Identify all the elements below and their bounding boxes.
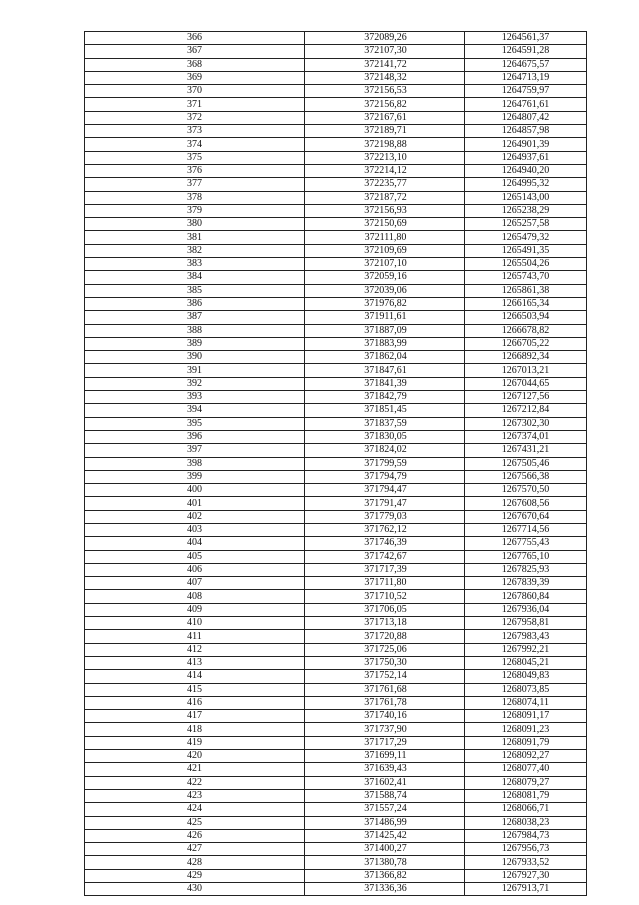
x-coordinate-cell: 372107,30 <box>305 45 465 58</box>
table-row <box>85 869 587 882</box>
x-coordinate-cell: 371752,14 <box>305 670 465 683</box>
table-row <box>85 284 587 297</box>
point-number-cell: 401 <box>85 497 305 510</box>
point-number-cell: 394 <box>85 404 305 417</box>
table-row <box>85 829 587 842</box>
table-row <box>85 191 587 204</box>
y-coordinate-cell: 1268079,27 <box>465 776 587 789</box>
point-number-cell: 371 <box>85 98 305 111</box>
y-coordinate-cell: 1267933,52 <box>465 856 587 869</box>
x-coordinate-cell: 372156,82 <box>305 98 465 111</box>
point-number-cell: 414 <box>85 670 305 683</box>
point-number-cell: 396 <box>85 430 305 443</box>
y-coordinate-cell: 1264591,28 <box>465 45 587 58</box>
point-number-cell: 424 <box>85 803 305 816</box>
point-number-cell: 382 <box>85 244 305 257</box>
table-row <box>85 32 587 45</box>
x-coordinate-cell: 372235,77 <box>305 178 465 191</box>
table-row <box>85 151 587 164</box>
table-row <box>85 577 587 590</box>
y-coordinate-cell: 1265491,35 <box>465 244 587 257</box>
point-number-cell: 393 <box>85 391 305 404</box>
y-coordinate-cell: 1267913,71 <box>465 883 587 896</box>
x-coordinate-cell: 371710,52 <box>305 590 465 603</box>
table-row <box>85 324 587 337</box>
point-number-cell: 421 <box>85 763 305 776</box>
x-coordinate-cell: 371737,90 <box>305 723 465 736</box>
y-coordinate-cell: 1264807,42 <box>465 111 587 124</box>
x-coordinate-cell: 372039,06 <box>305 284 465 297</box>
point-number-cell: 410 <box>85 617 305 630</box>
x-coordinate-cell: 371588,74 <box>305 789 465 802</box>
x-coordinate-cell: 371699,11 <box>305 750 465 763</box>
table-row <box>85 98 587 111</box>
table-row <box>85 750 587 763</box>
y-coordinate-cell: 1268074,11 <box>465 696 587 709</box>
point-number-cell: 404 <box>85 537 305 550</box>
x-coordinate-cell: 372156,93 <box>305 204 465 217</box>
y-coordinate-cell: 1267013,21 <box>465 364 587 377</box>
table-row <box>85 111 587 124</box>
table-row <box>85 444 587 457</box>
table-row <box>85 696 587 709</box>
table-row <box>85 258 587 271</box>
y-coordinate-cell: 1267936,04 <box>465 603 587 616</box>
point-number-cell: 379 <box>85 204 305 217</box>
point-number-cell: 402 <box>85 510 305 523</box>
table-row <box>85 45 587 58</box>
y-coordinate-cell: 1265743,70 <box>465 271 587 284</box>
point-number-cell: 406 <box>85 563 305 576</box>
point-number-cell: 367 <box>85 45 305 58</box>
y-coordinate-cell: 1267714,56 <box>465 523 587 536</box>
point-number-cell: 412 <box>85 643 305 656</box>
x-coordinate-cell: 371794,79 <box>305 470 465 483</box>
x-coordinate-cell: 371366,82 <box>305 869 465 882</box>
x-coordinate-cell: 371837,59 <box>305 417 465 430</box>
y-coordinate-cell: 1267374,01 <box>465 430 587 443</box>
point-number-cell: 370 <box>85 85 305 98</box>
x-coordinate-cell: 372187,72 <box>305 191 465 204</box>
x-coordinate-cell: 372107,10 <box>305 258 465 271</box>
x-coordinate-cell: 371779,03 <box>305 510 465 523</box>
point-number-cell: 415 <box>85 683 305 696</box>
table-row <box>85 204 587 217</box>
table-row <box>85 85 587 98</box>
table-row <box>85 590 587 603</box>
x-coordinate-cell: 371976,82 <box>305 297 465 310</box>
y-coordinate-cell: 1268091,23 <box>465 723 587 736</box>
x-coordinate-cell: 371883,99 <box>305 337 465 350</box>
x-coordinate-cell: 371911,61 <box>305 311 465 324</box>
y-coordinate-cell: 1267984,73 <box>465 829 587 842</box>
x-coordinate-cell: 372109,69 <box>305 244 465 257</box>
table-row <box>85 311 587 324</box>
y-coordinate-cell: 1266503,94 <box>465 311 587 324</box>
table-row <box>85 883 587 896</box>
point-number-cell: 381 <box>85 231 305 244</box>
x-coordinate-cell: 371847,61 <box>305 364 465 377</box>
table-row <box>85 776 587 789</box>
y-coordinate-cell: 1267860,84 <box>465 590 587 603</box>
x-coordinate-cell: 372156,53 <box>305 85 465 98</box>
table-row <box>85 71 587 84</box>
point-number-cell: 405 <box>85 550 305 563</box>
point-number-cell: 413 <box>85 656 305 669</box>
table-row <box>85 789 587 802</box>
y-coordinate-cell: 1265861,38 <box>465 284 587 297</box>
x-coordinate-cell: 371824,02 <box>305 444 465 457</box>
x-coordinate-cell: 371746,39 <box>305 537 465 550</box>
x-coordinate-cell: 371750,30 <box>305 656 465 669</box>
point-number-cell: 409 <box>85 603 305 616</box>
x-coordinate-cell: 371711,80 <box>305 577 465 590</box>
y-coordinate-cell: 1267755,43 <box>465 537 587 550</box>
table-row <box>85 670 587 683</box>
point-number-cell: 399 <box>85 470 305 483</box>
point-number-cell: 428 <box>85 856 305 869</box>
y-coordinate-cell: 1267431,21 <box>465 444 587 457</box>
table-row <box>85 271 587 284</box>
table-row <box>85 843 587 856</box>
y-coordinate-cell: 1267505,46 <box>465 457 587 470</box>
point-number-cell: 388 <box>85 324 305 337</box>
y-coordinate-cell: 1268049,83 <box>465 670 587 683</box>
point-number-cell: 366 <box>85 32 305 45</box>
x-coordinate-cell: 372111,80 <box>305 231 465 244</box>
coordinate-document <box>84 31 586 896</box>
x-coordinate-cell: 371720,88 <box>305 630 465 643</box>
table-row <box>85 603 587 616</box>
point-number-cell: 377 <box>85 178 305 191</box>
y-coordinate-cell: 1267927,30 <box>465 869 587 882</box>
point-number-cell: 390 <box>85 351 305 364</box>
point-number-cell: 416 <box>85 696 305 709</box>
x-coordinate-cell: 371851,45 <box>305 404 465 417</box>
x-coordinate-cell: 371425,42 <box>305 829 465 842</box>
y-coordinate-cell: 1268092,27 <box>465 750 587 763</box>
x-coordinate-cell: 371742,67 <box>305 550 465 563</box>
y-coordinate-cell: 1267839,39 <box>465 577 587 590</box>
table-row <box>85 736 587 749</box>
table-row <box>85 470 587 483</box>
x-coordinate-cell: 371761,68 <box>305 683 465 696</box>
x-coordinate-cell: 371725,06 <box>305 643 465 656</box>
point-number-cell: 376 <box>85 164 305 177</box>
x-coordinate-cell: 371639,43 <box>305 763 465 776</box>
x-coordinate-cell: 372148,32 <box>305 71 465 84</box>
table-row <box>85 497 587 510</box>
table-row <box>85 617 587 630</box>
point-number-cell: 423 <box>85 789 305 802</box>
point-number-cell: 427 <box>85 843 305 856</box>
y-coordinate-cell: 1264561,37 <box>465 32 587 45</box>
y-coordinate-cell: 1267127,56 <box>465 391 587 404</box>
point-number-cell: 395 <box>85 417 305 430</box>
point-number-cell: 420 <box>85 750 305 763</box>
table-row <box>85 404 587 417</box>
x-coordinate-cell: 371336,36 <box>305 883 465 896</box>
point-number-cell: 386 <box>85 297 305 310</box>
y-coordinate-cell: 1268081,79 <box>465 789 587 802</box>
table-row <box>85 537 587 550</box>
point-number-cell: 422 <box>85 776 305 789</box>
x-coordinate-cell: 371830,05 <box>305 430 465 443</box>
point-number-cell: 403 <box>85 523 305 536</box>
point-number-cell: 419 <box>85 736 305 749</box>
table-row <box>85 484 587 497</box>
table-row <box>85 218 587 231</box>
x-coordinate-cell: 371486,99 <box>305 816 465 829</box>
table-row <box>85 125 587 138</box>
point-number-cell: 368 <box>85 58 305 71</box>
point-number-cell: 397 <box>85 444 305 457</box>
y-coordinate-cell: 1267212,84 <box>465 404 587 417</box>
y-coordinate-cell: 1265479,32 <box>465 231 587 244</box>
table-row <box>85 856 587 869</box>
table-row <box>85 723 587 736</box>
point-number-cell: 380 <box>85 218 305 231</box>
x-coordinate-cell: 372213,10 <box>305 151 465 164</box>
y-coordinate-cell: 1267825,93 <box>465 563 587 576</box>
x-coordinate-cell: 371740,16 <box>305 710 465 723</box>
point-number-cell: 372 <box>85 111 305 124</box>
x-coordinate-cell: 371717,39 <box>305 563 465 576</box>
table-row <box>85 563 587 576</box>
x-coordinate-cell: 371717,29 <box>305 736 465 749</box>
point-number-cell: 383 <box>85 258 305 271</box>
table-row <box>85 630 587 643</box>
y-coordinate-cell: 1264995,32 <box>465 178 587 191</box>
y-coordinate-cell: 1264675,57 <box>465 58 587 71</box>
x-coordinate-cell: 372167,61 <box>305 111 465 124</box>
y-coordinate-cell: 1267956,73 <box>465 843 587 856</box>
y-coordinate-cell: 1264761,61 <box>465 98 587 111</box>
table-row <box>85 550 587 563</box>
y-coordinate-cell: 1268091,17 <box>465 710 587 723</box>
y-coordinate-cell: 1267992,21 <box>465 643 587 656</box>
point-number-cell: 378 <box>85 191 305 204</box>
y-coordinate-cell: 1266892,34 <box>465 351 587 364</box>
point-number-cell: 407 <box>85 577 305 590</box>
table-row <box>85 164 587 177</box>
y-coordinate-cell: 1264901,39 <box>465 138 587 151</box>
table-row <box>85 351 587 364</box>
x-coordinate-cell: 372089,26 <box>305 32 465 45</box>
point-number-cell: 384 <box>85 271 305 284</box>
y-coordinate-cell: 1265143,00 <box>465 191 587 204</box>
y-coordinate-cell: 1266678,82 <box>465 324 587 337</box>
y-coordinate-cell: 1267570,50 <box>465 484 587 497</box>
point-number-cell: 411 <box>85 630 305 643</box>
table-row <box>85 803 587 816</box>
table-row <box>85 58 587 71</box>
table-row <box>85 391 587 404</box>
table-row <box>85 377 587 390</box>
table-row <box>85 816 587 829</box>
y-coordinate-cell: 1267608,56 <box>465 497 587 510</box>
x-coordinate-cell: 371706,05 <box>305 603 465 616</box>
y-coordinate-cell: 1268091,79 <box>465 736 587 749</box>
x-coordinate-cell: 372059,16 <box>305 271 465 284</box>
point-number-cell: 429 <box>85 869 305 882</box>
table-row <box>85 364 587 377</box>
x-coordinate-cell: 371762,12 <box>305 523 465 536</box>
x-coordinate-cell: 371887,09 <box>305 324 465 337</box>
x-coordinate-cell: 372150,69 <box>305 218 465 231</box>
y-coordinate-cell: 1264759,97 <box>465 85 587 98</box>
y-coordinate-cell: 1267302,30 <box>465 417 587 430</box>
coordinates-table <box>84 31 587 896</box>
x-coordinate-cell: 371791,47 <box>305 497 465 510</box>
point-number-cell: 417 <box>85 710 305 723</box>
point-number-cell: 400 <box>85 484 305 497</box>
y-coordinate-cell: 1265504,26 <box>465 258 587 271</box>
coordinates-table-body <box>85 32 587 896</box>
y-coordinate-cell: 1268045,21 <box>465 656 587 669</box>
y-coordinate-cell: 1267958,81 <box>465 617 587 630</box>
x-coordinate-cell: 371602,41 <box>305 776 465 789</box>
point-number-cell: 374 <box>85 138 305 151</box>
point-number-cell: 373 <box>85 125 305 138</box>
x-coordinate-cell: 371761,78 <box>305 696 465 709</box>
table-row <box>85 683 587 696</box>
table-row <box>85 337 587 350</box>
point-number-cell: 387 <box>85 311 305 324</box>
x-coordinate-cell: 371862,04 <box>305 351 465 364</box>
point-number-cell: 369 <box>85 71 305 84</box>
table-row <box>85 457 587 470</box>
y-coordinate-cell: 1266705,22 <box>465 337 587 350</box>
table-row <box>85 523 587 536</box>
point-number-cell: 391 <box>85 364 305 377</box>
table-row <box>85 244 587 257</box>
point-number-cell: 385 <box>85 284 305 297</box>
table-row <box>85 656 587 669</box>
y-coordinate-cell: 1268066,71 <box>465 803 587 816</box>
table-row <box>85 643 587 656</box>
x-coordinate-cell: 372141,72 <box>305 58 465 71</box>
point-number-cell: 425 <box>85 816 305 829</box>
x-coordinate-cell: 371557,24 <box>305 803 465 816</box>
y-coordinate-cell: 1267983,43 <box>465 630 587 643</box>
y-coordinate-cell: 1268073,85 <box>465 683 587 696</box>
x-coordinate-cell: 372189,71 <box>305 125 465 138</box>
point-number-cell: 418 <box>85 723 305 736</box>
x-coordinate-cell: 372198,88 <box>305 138 465 151</box>
x-coordinate-cell: 371799,59 <box>305 457 465 470</box>
x-coordinate-cell: 371794,47 <box>305 484 465 497</box>
point-number-cell: 392 <box>85 377 305 390</box>
y-coordinate-cell: 1267566,38 <box>465 470 587 483</box>
point-number-cell: 426 <box>85 829 305 842</box>
y-coordinate-cell: 1264857,98 <box>465 125 587 138</box>
y-coordinate-cell: 1264940,20 <box>465 164 587 177</box>
table-row <box>85 231 587 244</box>
x-coordinate-cell: 371713,18 <box>305 617 465 630</box>
table-row <box>85 763 587 776</box>
y-coordinate-cell: 1267765,10 <box>465 550 587 563</box>
point-number-cell: 389 <box>85 337 305 350</box>
y-coordinate-cell: 1267670,64 <box>465 510 587 523</box>
y-coordinate-cell: 1268077,40 <box>465 763 587 776</box>
point-number-cell: 408 <box>85 590 305 603</box>
table-row <box>85 510 587 523</box>
y-coordinate-cell: 1265238,29 <box>465 204 587 217</box>
x-coordinate-cell: 371841,39 <box>305 377 465 390</box>
x-coordinate-cell: 371842,79 <box>305 391 465 404</box>
point-number-cell: 430 <box>85 883 305 896</box>
y-coordinate-cell: 1268038,23 <box>465 816 587 829</box>
table-row <box>85 178 587 191</box>
y-coordinate-cell: 1265257,58 <box>465 218 587 231</box>
x-coordinate-cell: 372214,12 <box>305 164 465 177</box>
table-row <box>85 297 587 310</box>
point-number-cell: 398 <box>85 457 305 470</box>
table-row <box>85 710 587 723</box>
y-coordinate-cell: 1267044,65 <box>465 377 587 390</box>
table-row <box>85 138 587 151</box>
table-row <box>85 417 587 430</box>
x-coordinate-cell: 371380,78 <box>305 856 465 869</box>
table-row <box>85 430 587 443</box>
y-coordinate-cell: 1264713,19 <box>465 71 587 84</box>
x-coordinate-cell: 371400,27 <box>305 843 465 856</box>
point-number-cell: 375 <box>85 151 305 164</box>
y-coordinate-cell: 1264937,61 <box>465 151 587 164</box>
y-coordinate-cell: 1266165,34 <box>465 297 587 310</box>
